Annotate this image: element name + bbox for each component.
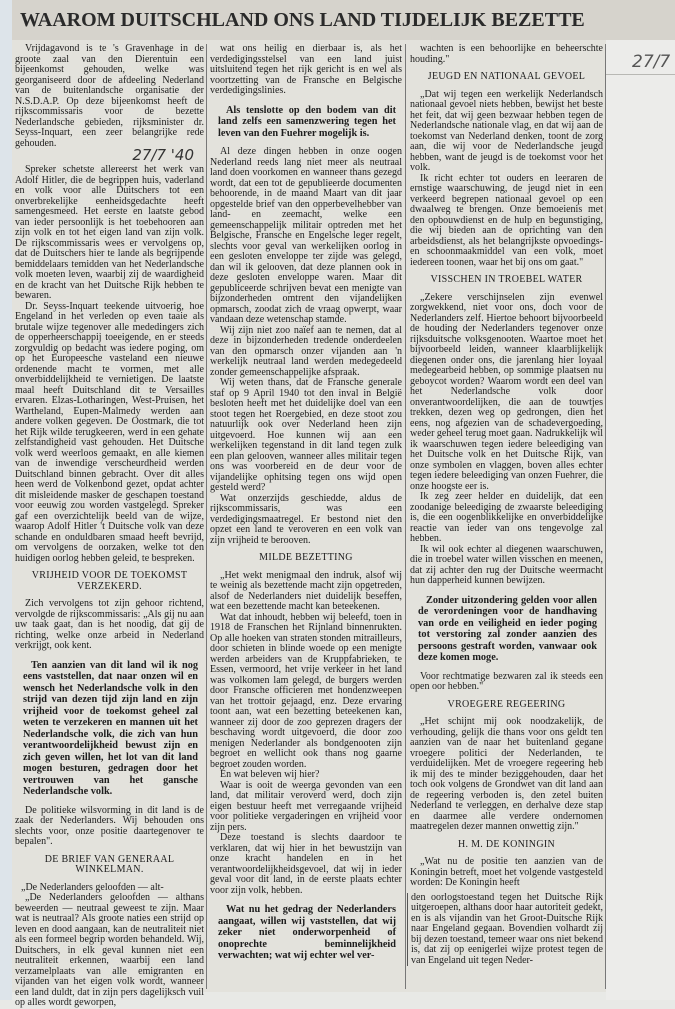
misprint-line: „De Nederlanders geloofden — alt- (21, 881, 164, 893)
section-heading: DE BRIEF VAN GENERAAL WINKELMAN. (44, 853, 175, 875)
headline-strip (12, 0, 675, 40)
bold-quote-paragraph: Zonder uitzondering gelden voor allen de verordeningen voor de handhaving van orde en veiligheid en ieder poging tot verstoring zal zonder aanzien des persoons gestraft worden, vanwaar ook deze komen moge. (418, 594, 597, 663)
article-paragraph: Wat dat inhoudt, hebben wij beleefd, toen in 1918 de Franschen het Rijnland binnenrukten. Op alle hoeken van straten stonden mitrailleurs, door schieten in blinde woede op een menigte werden arbeiders van de Kruppfabrieken, te Essen, vermoord, het vrije verkeer in het land was volkomen lam gelegd, de burgers werden door Fransche officieren met hondenzweepen van het trottoir gejaagd, enz. Deze ervaring toont aan, wat een bezetting beteekenen kan, wanneer zij door de zoo geprezen dragers der beschaving wordt uitgevoerd, die door zoo menigen Nederlander als bondgenooten zijn begroet en wellicht ook thans nog gaarne begroet zouden worden. (210, 611, 402, 770)
headline: WAAROM DUITSCHLAND ONS LAND TIJDELIJK BEZETTE (20, 9, 585, 31)
article-paragraph: En wat beleven wij hier? (220, 769, 320, 780)
article-paragraph: Ik wil ook echter al diegenen waarschuwen, die in troebel water willen visschen en meenen, dat zij achter den rug der Duitsche weermacht hun dapperheid kunnen bewijzen. (410, 543, 603, 586)
article-paragraph: Zich vervolgens tot zijn gehoor richtend, vervolgde de rijkscommissaris: „Als gij nu aan uw taak gaat, dan is het noodig, dat gij de richting, welke onze arbeid in Nederland verkrijgt, ook kent. (15, 598, 204, 651)
section-heading: MILDE BEZETTING (259, 552, 353, 563)
article-paragraph: Spreker schetste allereerst het werk van Adolf Hitler, die de begrippen huis, vaderland en volk voor alle Duitschers tot een onverbrekelijke eenheidsgedachte heeft samengesmeed. Het eerste en laatste gebod van ieder persoonlijk is het toebehooren aan zijn volk en tot het eigen land van zijn volk. De rijkscommissaris wees er vervolgens op, dat de Duitschers hier te lande als begrijpende bemiddelaars temidden van het Nederlandsche volk moeten leven, waarbij zij de waardigheid en de kracht van het Duitsche Rijk hebben te bewaren. (15, 164, 204, 301)
article-paragraph: Waar is ooit de weerga gevonden van een land, dat militair veroverd werd, doch zijn eigen bestuur heeft met verregaande vrijheid voor politieke vergaderingen en vrijheid voor zijn pers. (210, 779, 402, 833)
article-paragraph: „Het schijnt mij ook noodzakelijk, de verhouding, gelijk die thans voor ons geldt ten aanzien van de naar het buitenland gegane vroegere politici der Nederlanden, te verduidelijken. Met de vroegere regeering heb ik mij des te minder beziggehouden, daar het toch ook volgens de Grondwet van dit land aan de regeering verboden is, den zetel buiten Nederland te verleggen, en derhalve deze stap en daarmee alle verdere ondernomen maatregelen dezer mannen onwettig zijn." (410, 716, 603, 832)
bold-quote-paragraph: Wat nu het gedrag der Nederlanders aangaat, willen wij vaststellen, dat wij zeker niet onderworpenheid of onoprechte beminnelijkheid verwachten; wat wij echter wel ver- (218, 904, 396, 961)
section-heading: VROEGERE REGEERING (447, 698, 566, 710)
article-paragraph: Vrijdagavond is te 's Gravenhage in de groote zaal van den Dierentuin een bijeenkomst gehouden, welke was georganiseerd door de afdeeling Nederland van de buitenlandsche organisatie der N.S.D.A.P. Op deze bijeenkomst heeft de rijkscommissaris voor de bezette Nederlandsche gebieden, rijksminister dr. Seyss-Inquart, een zeer belangrijke rede gehouden. (15, 43, 204, 149)
article-paragraph: Wij zijn niet zoo naïef aan te nemen, dat al deze in bijzonderheden tredende onderdeelen van den opmarsch onzer vijanden aan 'n werkelijk neutraal land werden medegedeeld zonder gemeenschappelijke afspraak. (210, 324, 402, 378)
article-paragraph: „De Nederlanders geloofden — althans beweerden — neutraal geweest te zijn. Maar wat is neutraal? Als groote naties een strijd op leven en dood aangaan, kan de neutraliteit niet als een formeel begrip worden behandeld. Wij, Duitschers, in elk geval kunnen niet een neutraliteit erkennen, waarbij een land verzamelplaats van alle emigranten en vijanden van het eigen volk wordt, wanneer een land duldt, dat in zijn pers dagelijksch vuil op alles wordt geworpen, (15, 892, 204, 1008)
article-paragraph: „Dat wij tegen een werkelijk Nederlandsch nationaal gevoel niets hebben, bewijst het beste het feit, dat wij geen bezwaar hebben tegen de Nederlandsche nationale vlag, en dat wij aan de toekomst van Nederland denken, toont de zorg aan, die wij voor de Nederlandsche jeugd hebben, want de jeugd is de toekomst voor het volk. (410, 88, 603, 173)
article-paragraph: wachten is een behoorlijke en beheerschte houding." (410, 43, 603, 65)
handwritten-date-note: 27/7 (632, 52, 671, 72)
article-column-2 (210, 44, 402, 992)
bold-quote-paragraph: Als tenslotte op den bodem van dit land zelfs een samenzwering tegen het leven van den Fuehrer mogelijk is. (218, 104, 396, 139)
column-divider (605, 44, 606, 989)
scrapbook-margin (606, 40, 675, 1000)
article-paragraph: Al deze dingen hebben in onze oogen Nederland reeds lang niet meer als neutraal land doen voorkomen en wanneer thans gezegd wordt, dat een tot de gepublieerde documenten behoorende, in de maand Maart van dit jaar opgestelde brief van den opperbevelhebber van land- en zeemacht, welke een gemeenschappelijk militair optreden met het Belgische, Fransche en Engelsche leger regelt, slechts voor geval van werkelijken oorlog in een gesloten enveloppe ter zijde was gelegd, dan wil ik gelooven, dat deze plannen ook in deze gesloten enveloppe waren. Maar dit gepubliceerde schrijven bevat een menigte van bijzonderheden omtrent den vijandelijken opmarsch, zoodat zich de vraag opwerpt, waar vandaan deze wetenschap stamde. (210, 146, 402, 325)
section-heading: H. M. DE KONINGIN (457, 838, 556, 850)
article-paragraph: Ik zeg zeer helder en duidelijk, dat een zoodanige beleediging de zwaarste beleediging is, die een oogenblikkelijke en onverbiddelijke reactie van ieder van ons tengevolge zal hebben. (410, 491, 603, 544)
section-heading: VRIJHEID VOOR DE TOEKOMST VERZEKERD. (31, 570, 188, 592)
article-paragraph: Deze toestand is slechts daardoor te verklaren, dat wij hier in het bewustzijn van onze kracht handelen en in het verantwoordelijkheidsgevoel, dat wij in ieder geval voor dit land, in de eerste plaats echter voor zijn volk, hebben. (210, 832, 402, 896)
background-strip (0, 0, 12, 1000)
article-paragraph: Voor rechtmatige bezwaren zal ik steeds een open oor hebben." (410, 670, 603, 692)
pasted-paragraph: den oorlogstoestand tegen het Duitsche Rijk uitgeroepen, althans door haar autoriteit gedekt, en is als vijandin van het Groot-Duitsche Rijk naar Engeland gegaan. Bovendien volhardt zij bij dezen toestand, temeer waar ons niet bekend is, dat zij op eenigerlei wijze protest tegen de van Engeland uit tegen Neder- (407, 893, 603, 967)
article-column-1 (15, 43, 204, 1008)
column-divider (206, 44, 207, 989)
article-paragraph: Wat onzerzijds geschiedde, aldus de rijkscommissaris, was een verdedigingsmaatregel. Er bestond niet den opzet een land te veroveren en een volk van zijn vrijheid te berooven. (210, 492, 402, 546)
margin-line (606, 74, 675, 75)
article-paragraph: „Wat nu de positie ten aanzien van de Koningin betreft, moet het volgende vastgesteld worden: De Koningin heeft (410, 856, 603, 888)
article-paragraph: De politieke wilsvorming in dit land is de zaak der Nederlanders. Wij behouden ons slechts voor, onze positie daartegenover te bepalen". (15, 804, 204, 847)
column-divider (405, 44, 406, 989)
article-paragraph: Ik richt echter tot ouders en leeraren de ernstige waarschuwing, de jeugd niet in een verkeerd begrepen nationaal gevoel op een dwaalweg te brengen. Onze bemoeienis met den opbouwdienst en de hulp en begunstiging, die wij bieden aan de oprichting van den arbeidsdienst, als het belangrijkste opvoedings- en schoonmaakmiddel van een volk, moet iedereen toonen, waar het bij ons om gaat." (410, 172, 603, 268)
article-column-3 (410, 44, 603, 992)
section-heading: JEUGD EN NATIONAAL GEVOEL (427, 71, 586, 82)
article-paragraph: „Zekere verschijnselen zijn evenwel zorgwekkend, niet voor ons, doch voor de Nederlanders zelf. Hiertoe behoort bijvoorbeeld de houding der Nederlanders tegenover onze rijksduitsche volksgenooten. Waartoe moet het bijvoorbeeld leiden, wanneer klaarblijkelijk diegenen onder ons, die jarenlang hier loyaal medegearbeid hebben, op sommige plaatsen nu geboycot worden? Waarom wordt een deel van het Nederlandsche volk door onverantwoordelijken, die aan de touwtjes trekken, dezen weg op gedrongen, dien het eens, nog afgezien van de schadevergoeding, weder geheel terug moet gaan. Nadrukkelijk wil ik waarschuwen tegen iedere beleediging van het Duitsche volk en het Duitsche Rijk, van onze symbolen en vlaggen, boven alles echter tegen iedere beleediging van onzen Fuehrer, die onze hoogste eer is. (410, 291, 603, 492)
bold-quote-paragraph: Ten aanzien van dit land wil ik nog eens vaststellen, dat naar onzen wil en wensch het Nederlandsche volk in den strijd van dezen tijd zijn land en zijn vrijheid voor de toekomst geheel zal weten te verzekeren en mannen uit het Nederlandsche volk, die zich van hun verantwoordelijkheid bewust zijn en zich geven willen, het lot van dit land mogen besturen, gedragen door het vertrouwen van het gansche Nederlandsche volk. (23, 659, 198, 797)
article-paragraph: „Het wekt menigmaal den indruk, alsof wij te weinig als bezettende macht zijn opgetreden, alsof de Nederlanders niet duidelijk beseffen, wat een bezettende macht kan beteekenen. (210, 569, 402, 612)
article-paragraph: wat ons heilig en dierbaar is, als het verdedigingsstelsel van een land juist uitsluitend tegen het rijk gericht is en wel als voortzetting van de Fransche en Belgische verdedigingslinies. (210, 43, 402, 96)
article-paragraph: Wij weten thans, dat de Fransche generale staf op 9 April 1940 tot den inval in België besloten heeft met het duidelijke doel van een stoot tegen het Roergebied, en deze stoot zou natuurlijk ook over Nederland heen zijn uitgevoerd. Hoe kunnen wij aan een werkelijken tegenstand in dit land tegen zulk een plan gelooven, wanneer alles militair tegen ons was voorbereid en de deur voor de vijandelijke ophitsing tegen ons wijd open gesteld werd? (210, 377, 402, 493)
section-heading: VISSCHEN IN TROEBEL WATER (430, 274, 583, 285)
article-paragraph: Dr. Seyss-Inquart teekende uitvoerig, hoe Engeland in het verleden op even taaie als brutale wijze tegenover alle mededingers zich de opperheerschappij toeeigende, en er steeds zorgvuldig op bedacht was iedere poging, om op het Europeesche vasteland een nieuwe ordenende macht te vormen, met alle onverbiddelijkheid te vernietigen. De laatste maal heeft Duitschland dit te Versailles ervaren. Elzas-Lotharingen, West-Pruisen, het Wartheland, Eupen-Malmedy werden aan andere volken gegeven. De Oostmark, die tot het Rijk wilde terugkeeren, werd in een gehate zelfstandigheid vast gehouden. Het Duitsche volk werd weerloos gemaakt, en alle kiemen van de inwendige verscheurdheid werden Duitschland binnen gebracht. Over dit alles heen werd de Volkenbond gezet, opdat achter dit misleidende masker de geschapen toestand voor eeuwig zou worden vastgelegd. Spreker gaf een overzichtelijk beeld van de wijze, waarop Adolf Hitler 't Duitsche volk van deze schande en onduldbaren smaad heeft bevrijd, om vervolgens de oorzaken, welke tot den huidigen oorlog hebben geleid, te bespreken. (15, 300, 204, 564)
handwritten-date: 27/7 '40 (132, 146, 194, 164)
